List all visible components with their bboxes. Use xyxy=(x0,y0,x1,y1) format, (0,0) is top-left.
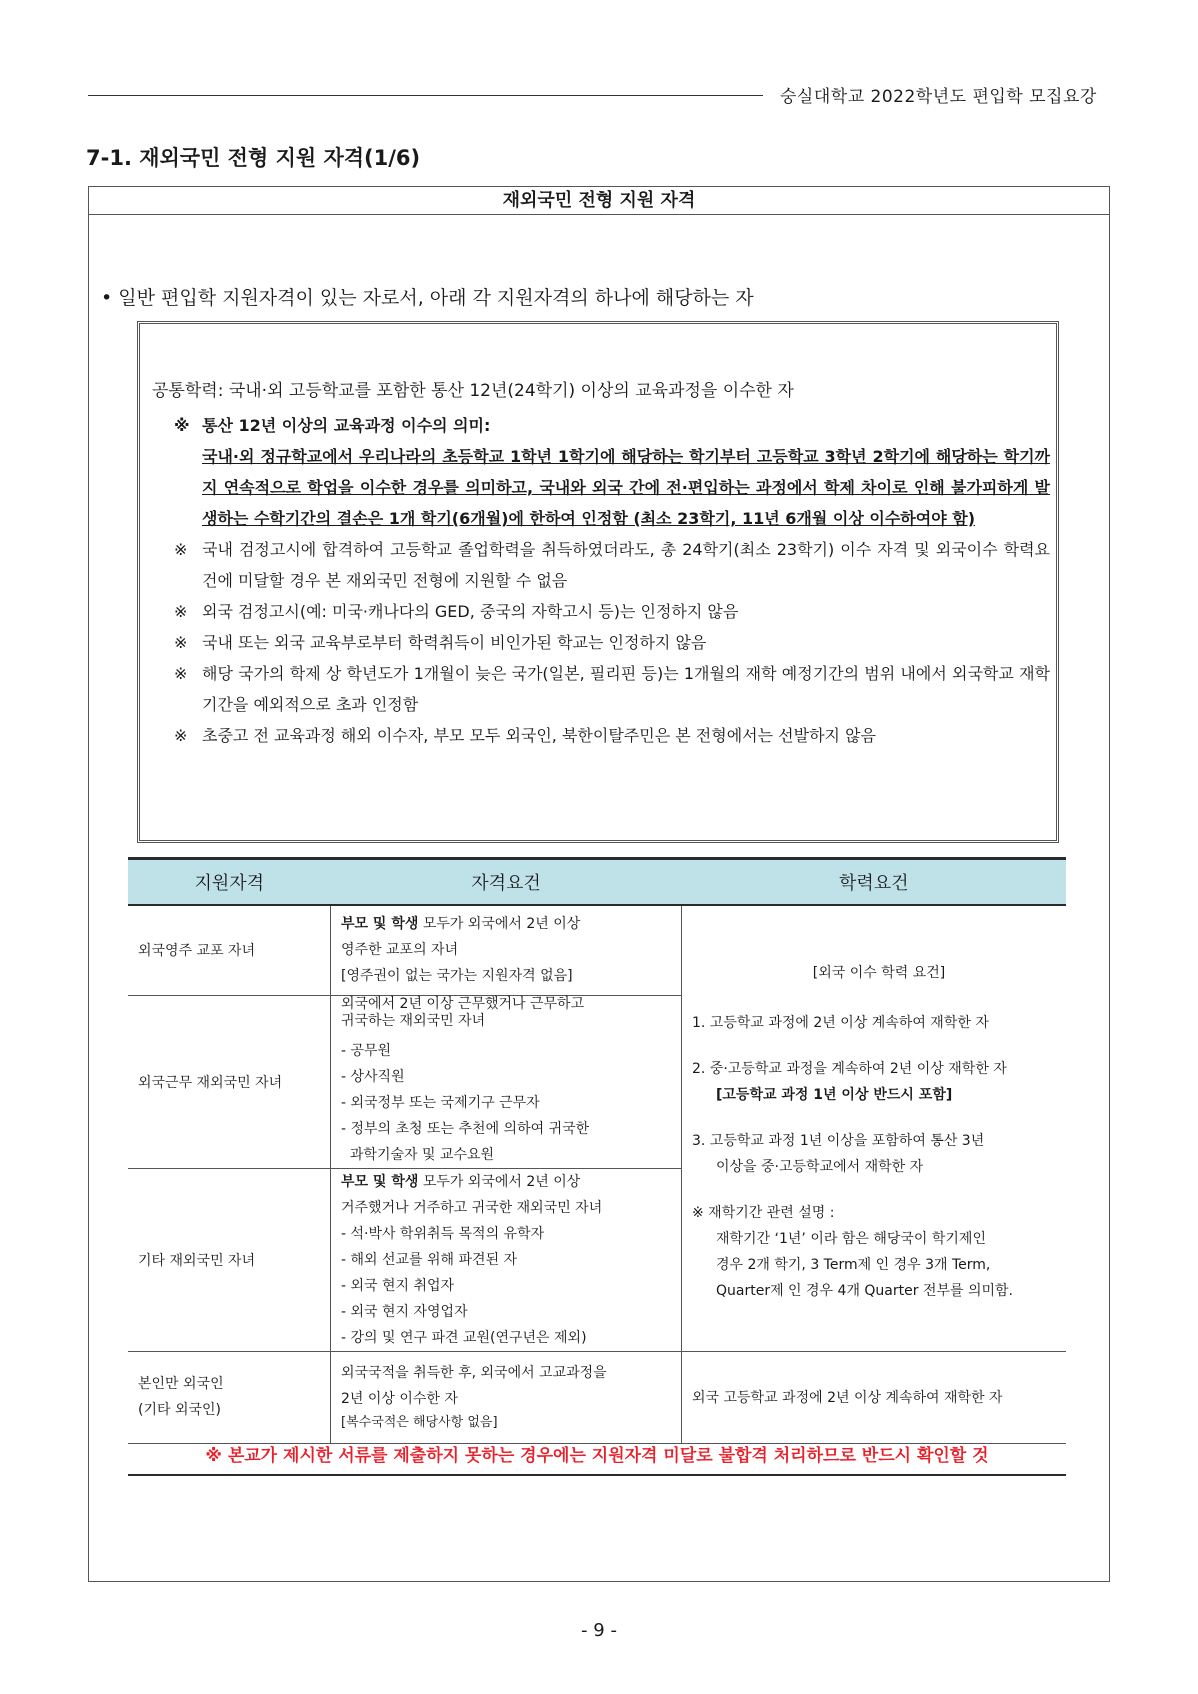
note-text: 초중고 전 교육과정 해외 이수자, 부모 모두 외국인, 북한이탈주민은 본 전형에서는 선발하지 않음 xyxy=(202,726,876,745)
note-text: 외국 검정고시(예: 미국·캐나다의 GED, 중국의 자학고시 등)는 인정하지 않음 xyxy=(202,602,739,621)
requirement-line: 외국국적을 취득한 후, 외국에서 고교과정을 xyxy=(341,1365,607,1381)
table-header-row xyxy=(128,859,1066,906)
requirement-line: - 강의 및 연구 파견 교원(연구년은 제외) xyxy=(341,1329,587,1346)
eligibility-label-line: 본인만 외국인 xyxy=(138,1376,224,1392)
requirement-line: - 외국정부 또는 국제기구 근무자 xyxy=(341,1094,540,1111)
requirement-line: 외국에서 2년 이상 근무했거나 근무하고 xyxy=(341,995,585,1012)
note-mark: ※ xyxy=(174,664,188,683)
requirement-cell xyxy=(331,995,682,1168)
note-mark: ※ xyxy=(174,540,188,559)
common-requirement-box xyxy=(137,321,1059,843)
column-header: 자격요건 xyxy=(331,859,682,906)
requirement-line: - 외국 현지 자영업자 xyxy=(341,1303,468,1320)
requirement-text: 모두가 외국에서 2년 이상 xyxy=(418,1173,581,1190)
requirement-line: 영주한 교포의 자녀 xyxy=(341,942,459,959)
note-item xyxy=(174,627,1050,658)
note-mark: ※ xyxy=(174,602,188,621)
requirement-line: [복수국적은 해당사항 없음] xyxy=(341,1415,498,1430)
meaning-title: 통산 12년 이상의 교육과정 이수의 의미: xyxy=(202,416,491,435)
education-requirement-cell: 외국 고등학교 과정에 2년 이상 계속하여 재학한 자 xyxy=(682,1351,1067,1443)
table-row xyxy=(128,905,1066,995)
requirement-line: - 외국 현지 취업자 xyxy=(341,1277,455,1294)
period-note-line: Quarter제 인 경우 4개 Quarter 전부를 의미함. xyxy=(716,1283,1013,1300)
education-item-note: [고등학교 과정 1년 이상 반드시 포함] xyxy=(716,1087,953,1104)
column-header: 지원자격 xyxy=(128,859,331,906)
education-item: 3. 고등학교 과정 1년 이상을 포함하여 통산 3년 xyxy=(692,1133,985,1150)
warning-notice: ※ 본교가 제시한 서류를 제출하지 못하는 경우에는 지원자격 미달로 불합격 처리하므로 반드시 확인할 것 xyxy=(128,1438,1066,1476)
note-mark: ※ xyxy=(174,726,188,745)
eligibility-label: 외국근무 재외국민 자녀 xyxy=(128,995,331,1168)
eligibility-label: 외국영주 교포 자녀 xyxy=(128,905,331,995)
requirement-line: - 정부의 초청 또는 추천에 의하여 귀국한 xyxy=(341,1120,590,1137)
education-item-cont: 이상을 중·고등학교에서 재학한 자 xyxy=(716,1159,924,1176)
meaning-body: 국내·외 정규학교에서 우리나라의 초등학교 1학년 1학기에 해당하는 학기부터 고등학교 3학년 2학기에 해당하는 학기까지 연속적으로 학업을 이수한 경우를 의미하고, 국내와 외국 간에 전·편입하는 과정에서 학제 차이로 인해 불가피하게 발생하는 수학기간의 결손은 1개 학기(6개월)에 한하여 인정함 (최소 23학기, 11년 6개월 이상 이수하여야 함) xyxy=(202,447,1050,528)
header-text: 숭실대학교 2022학년도 편입학 모집요강 xyxy=(780,87,1097,107)
column-header: 학력요건 xyxy=(682,859,1067,906)
eligibility-label: 기타 재외국민 자녀 xyxy=(128,1168,331,1351)
notes-list xyxy=(174,410,1050,751)
page-number: - 9 - xyxy=(581,1620,617,1641)
period-note-line: 경우 2개 학기, 3 Term제 인 경우 3개 Term, xyxy=(716,1257,991,1274)
box-title: 재외국민 전형 지원 자격 xyxy=(89,187,1109,215)
note-item xyxy=(174,720,1050,751)
general-eligibility-bullet: • 일반 편입학 지원자격이 있는 자로서, 아래 각 지원자격의 하나에 해당하는 자 xyxy=(101,287,754,309)
period-note: ※ 재학기간 관련 설명 : xyxy=(692,1205,835,1222)
table-row xyxy=(128,1351,1066,1443)
education-item: 2. 중·고등학교 과정을 계속하여 2년 이상 재학한 자 xyxy=(692,1061,1007,1078)
requirement-line: 거주했거나 거주하고 귀국한 재외국민 자녀 xyxy=(341,1199,603,1216)
requirement-line: 2년 이상 이수한 자 xyxy=(341,1391,458,1407)
section-title: 7-1. 재외국민 전형 지원 자격(1/6) xyxy=(86,146,421,170)
note-item xyxy=(174,534,1050,596)
requirement-line: [영주권이 없는 국가는 지원자격 없음] xyxy=(341,968,573,985)
requirement-line: - 공무원 xyxy=(341,1042,392,1059)
education-title: [외국 이수 학력 요건] xyxy=(812,965,946,982)
note-text: 국내 또는 외국 교육부로부터 학력취득이 비인가된 학교는 인정하지 않음 xyxy=(202,633,707,652)
requirement-line: 과학기술자 및 교수요원 xyxy=(341,1146,495,1163)
requirement-line: - 해외 선교를 위해 파견된 자 xyxy=(341,1251,518,1268)
meaning-note xyxy=(174,410,1050,441)
note-item xyxy=(174,658,1050,720)
requirement-line: - 석·박사 학위취득 목적의 유학자 xyxy=(341,1225,545,1242)
requirement-text: 모두가 외국에서 2년 이상 xyxy=(418,916,581,933)
note-item xyxy=(174,596,1050,627)
note-mark: ※ xyxy=(174,416,190,435)
eligibility-table xyxy=(128,857,1066,1444)
eligibility-label-line: (기타 외국인) xyxy=(138,1402,221,1418)
requirement-bold: 부모 및 학생 xyxy=(341,1173,419,1190)
common-requirement: 공통학력: 국내·외 고등학교를 포함한 통산 12년(24학기) 이상의 교육과정을 이수한 자 xyxy=(152,381,794,401)
requirement-cell xyxy=(331,1168,682,1351)
requirement-line: 귀국하는 재외국민 자녀 xyxy=(341,1012,486,1029)
requirement-cell xyxy=(331,1351,682,1443)
eligibility-label xyxy=(128,1351,331,1443)
requirement-cell xyxy=(331,905,682,995)
requirement-bold: 부모 및 학생 xyxy=(341,916,419,933)
note-text: 국내 검정고시에 합격하여 고등학교 졸업학력을 취득하였더라도, 총 24학기(최소 23학기) 이수 자격 및 외국이수 학력요건에 미달할 경우 본 재외국민 전형에 지원할 수 없음 xyxy=(202,540,1050,590)
education-requirement-cell xyxy=(682,905,1067,1351)
requirement-line: - 상사직원 xyxy=(341,1068,405,1085)
education-item: 1. 고등학교 과정에 2년 이상 계속하여 재학한 자 xyxy=(692,1015,989,1032)
note-mark: ※ xyxy=(174,633,188,652)
header-rule xyxy=(88,95,763,96)
note-text: 해당 국가의 학제 상 학년도가 1개월이 늦은 국가(일본, 필리핀 등)는 1개월의 재학 예정기간의 범위 내에서 외국학교 재학기간을 예외적으로 초과 인정함 xyxy=(202,664,1050,714)
period-note-line: 재학기간 ‘1년’ 이라 함은 해당국이 학기제인 xyxy=(716,1231,986,1248)
